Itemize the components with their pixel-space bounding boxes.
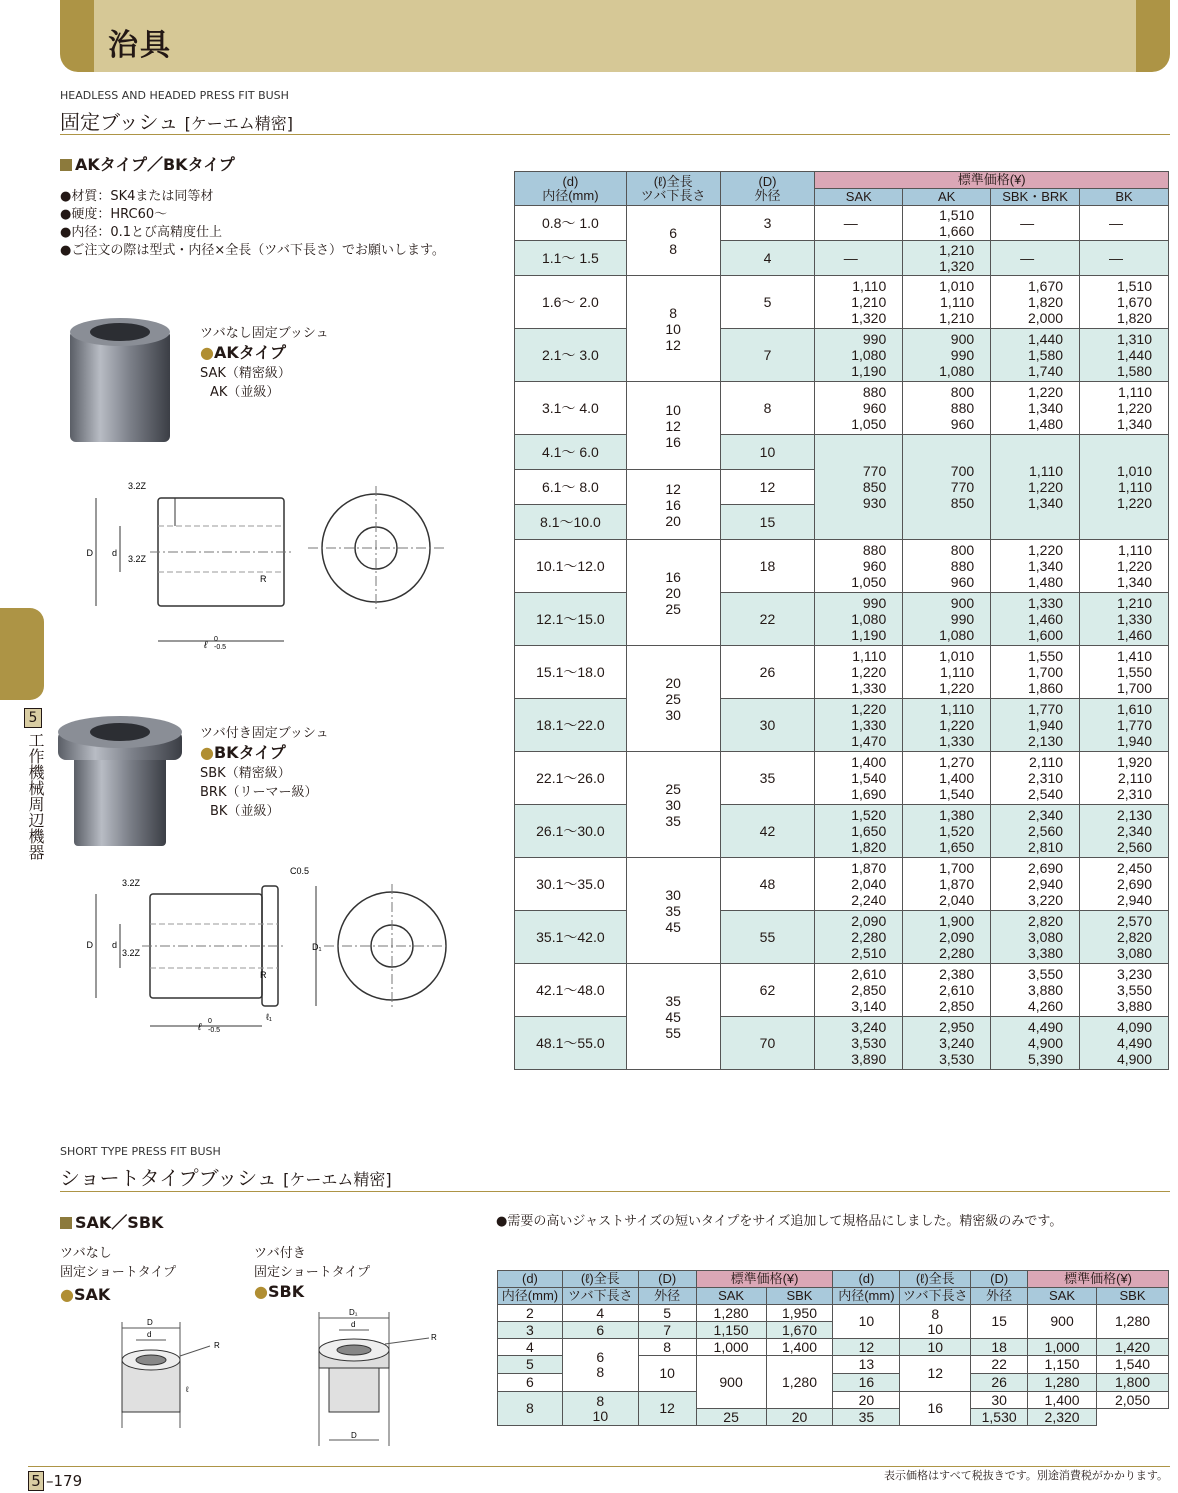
table-cell: 1,410 1,550 1,700 <box>1080 646 1169 699</box>
table-row <box>515 911 1169 964</box>
bk-bush-photo <box>56 712 184 850</box>
side-section-label: 工作機械周辺機器 <box>26 732 45 860</box>
table-cell: 1,900 2,090 2,280 <box>903 911 991 964</box>
table-cell: 8 <box>720 382 815 435</box>
svg-text:-0.5: -0.5 <box>214 644 227 651</box>
table-cell: 1,010 1,110 1,210 <box>903 276 991 329</box>
table-cell: 4.1～ 6.0 <box>515 435 627 470</box>
table-cell: 55 <box>720 911 815 964</box>
table-cell: — <box>815 241 903 276</box>
tax-note: 表示価格はすべて税抜きです。別途消費税がかかります。 <box>883 1469 1168 1482</box>
price-table-ak-bk <box>514 171 1169 1070</box>
table-cell: 4 <box>720 241 815 276</box>
page-number: 5 –179 <box>28 1471 82 1491</box>
svg-text:ℓ: ℓ <box>186 1385 189 1394</box>
table-cell: 26.1～30.0 <box>515 805 627 858</box>
section2-title: ショートタイプブッシュ [ケーエム精密] <box>60 1166 392 1190</box>
table-cell: 12 <box>720 470 815 505</box>
table-cell: 4,490 4,900 5,390 <box>991 1017 1080 1070</box>
table-cell: 2,690 2,940 3,220 <box>991 858 1080 911</box>
table-cell: 10 <box>720 435 815 470</box>
table-cell: 1.1～ 1.5 <box>515 241 627 276</box>
spec-list: ●材質：SK4または同等材 ●硬度：HRC60～ ●内径：0.1とび高精度仕上 ●ご注文の際は型式・内径×全長（ツバ下長さ）でお願いします。 <box>60 189 445 258</box>
table-cell: 3,230 3,550 3,880 <box>1080 964 1169 1017</box>
table-cell: 26 <box>720 646 815 699</box>
table-cell: 1,400 1,540 1,690 <box>815 752 903 805</box>
svg-text:ℓ: ℓ <box>198 1022 202 1033</box>
table-cell: 1,610 1,770 1,940 <box>1080 699 1169 752</box>
table-cell: 3,240 3,530 3,890 <box>815 1017 903 1070</box>
table-cell: 2,450 2,690 2,940 <box>1080 858 1169 911</box>
col-ak: AK <box>903 189 991 206</box>
col-header-l: (ℓ)全長 ツバ下長さ <box>626 172 720 206</box>
table-cell: 2,950 3,240 3,530 <box>903 1017 991 1070</box>
table-cell: 770 850 930 <box>815 435 903 540</box>
table-cell: 35.1～42.0 <box>515 911 627 964</box>
table-row <box>515 329 1169 382</box>
table-cell: 990 1,080 1,190 <box>815 329 903 382</box>
col-sbk-brk: SBK・BRK <box>991 189 1080 206</box>
table-cell: 1,110 1,220 1,340 <box>1080 540 1169 593</box>
svg-text:ℓ: ℓ <box>204 640 208 651</box>
table-cell: 48 <box>720 858 815 911</box>
table-cell: 900 990 1,080 <box>903 329 991 382</box>
table-cell: 880 960 1,050 <box>815 382 903 435</box>
table-cell: 35 45 55 <box>626 964 720 1070</box>
ak-technical-drawing <box>80 476 450 656</box>
svg-text:-0.5: -0.5 <box>208 1027 221 1034</box>
table-cell: 22 <box>720 593 815 646</box>
table-cell: 1,870 2,040 2,240 <box>815 858 903 911</box>
table-cell: 18.1～22.0 <box>515 699 627 752</box>
table-cell: 10.1～12.0 <box>515 540 627 593</box>
svg-text:3.2Z: 3.2Z <box>128 554 147 564</box>
table-cell: 1,520 1,650 1,820 <box>815 805 903 858</box>
table-cell: 18 <box>720 540 815 593</box>
table-cell: 3 <box>720 206 815 241</box>
table-cell: 1,010 1,110 1,220 <box>903 646 991 699</box>
svg-text:R: R <box>214 1341 220 1350</box>
table-cell: 6.1～ 8.0 <box>515 470 627 505</box>
table-cell: 1,220 1,340 1,480 <box>991 540 1080 593</box>
svg-text:D: D <box>351 1431 357 1440</box>
table-cell: 1,110 1,210 1,320 <box>815 276 903 329</box>
table-cell: 22.1～26.0 <box>515 752 627 805</box>
svg-text:D₁: D₁ <box>349 1308 358 1317</box>
table-cell: 1,220 1,330 1,470 <box>815 699 903 752</box>
table-cell: 1,110 1,220 1,330 <box>815 646 903 699</box>
table-cell: 1,700 1,870 2,040 <box>903 858 991 911</box>
price-table-short: (d) (ℓ)全長 (D) 標準価格(¥) (d) (ℓ)全長 (D) 標準価格(¥) 内径(mm) ツバ下長さ 外径 SAK SBK 内径(mm) ツバ下長さ 外径 SAK SBK 2 4 5 1,280 1,950 10 8 10 15 900 1,280 3 6 7 1,150 1,670 4 6 8 8 1,000 1,400 12 10 18 1,000 1,420 5 10 900 1,280 13 12 22 1,150 1,540 6 16 26 1,280 1,800 8 8 10 12 20 16 30 1,400 2,050 25 20 35 1,530 2,320 <box>497 1270 1169 1426</box>
table-cell: 42 <box>720 805 815 858</box>
table-cell: 1,330 1,460 1,600 <box>991 593 1080 646</box>
svg-text:D: D <box>86 940 93 950</box>
table-row <box>515 276 1169 329</box>
sak-caption: ツバなし 固定ショートタイプ ●SAK <box>60 1246 177 1304</box>
sbk-illustration <box>305 1304 445 1450</box>
table-row <box>515 241 1169 276</box>
table-cell: — <box>1080 206 1169 241</box>
svg-text:R: R <box>260 970 267 980</box>
bk-technical-drawing <box>80 860 450 1038</box>
table-cell: 10 12 16 <box>626 382 720 470</box>
header-banner <box>60 0 1170 72</box>
table-cell: 8 10 12 <box>626 276 720 382</box>
sak-illustration <box>110 1316 230 1436</box>
table-cell: 1,310 1,440 1,580 <box>1080 329 1169 382</box>
table-cell: 900 990 1,080 <box>903 593 991 646</box>
divider <box>60 134 1170 135</box>
table-cell: — <box>815 206 903 241</box>
table-cell: 0.8～ 1.0 <box>515 206 627 241</box>
table-cell: 62 <box>720 964 815 1017</box>
svg-text:d: d <box>111 940 117 950</box>
type-heading: AKタイプ／BKタイプ <box>60 152 235 175</box>
table-row <box>515 699 1169 752</box>
side-tab <box>0 608 44 700</box>
table-cell: 2,570 2,820 3,080 <box>1080 911 1169 964</box>
table-cell: 700 770 850 <box>903 435 991 540</box>
table-row <box>515 382 1169 435</box>
table-cell: 20 25 30 <box>626 646 720 752</box>
svg-text:0: 0 <box>214 636 218 643</box>
svg-text:0: 0 <box>208 1018 212 1025</box>
svg-text:D: D <box>86 548 93 558</box>
table-cell: 800 880 960 <box>903 382 991 435</box>
table-cell: 1,110 1,220 1,340 <box>991 435 1080 540</box>
table-cell: 42.1～48.0 <box>515 964 627 1017</box>
table-cell: 35 <box>720 752 815 805</box>
table-cell: 12 16 20 <box>626 470 720 540</box>
col-bk: BK <box>1080 189 1169 206</box>
table-cell: 3.1～ 4.0 <box>515 382 627 435</box>
table-cell: 2,380 2,610 2,850 <box>903 964 991 1017</box>
table-cell: 1,210 1,320 <box>903 241 991 276</box>
table-row <box>515 1017 1169 1070</box>
table-cell: 1,010 1,110 1,220 <box>1080 435 1169 540</box>
table-cell: 1.6～ 2.0 <box>515 276 627 329</box>
table-cell: 6 8 <box>626 206 720 276</box>
table-cell: 880 960 1,050 <box>815 540 903 593</box>
table-cell: 2,110 2,310 2,540 <box>991 752 1080 805</box>
table-cell: — <box>991 241 1080 276</box>
table-cell: 1,210 1,330 1,460 <box>1080 593 1169 646</box>
table-row <box>515 206 1169 241</box>
short-note: ●需要の高いジャストサイズの短いタイプをサイズ追加して規格品にしました。精密級のみです。 <box>496 1214 1063 1229</box>
ak-caption: ツバなし固定ブッシュ ●AKタイプ SAK（精密級） AK（並級） <box>200 326 329 400</box>
svg-text:R: R <box>260 574 267 584</box>
svg-text:D: D <box>147 1318 153 1327</box>
table-cell: 70 <box>720 1017 815 1070</box>
col-sak: SAK <box>815 189 903 206</box>
table-cell: 4,090 4,490 4,900 <box>1080 1017 1169 1070</box>
table-row <box>515 435 1169 470</box>
table-cell: 30.1～35.0 <box>515 858 627 911</box>
table-cell: 15.1～18.0 <box>515 646 627 699</box>
table-cell: 2,130 2,340 2,560 <box>1080 805 1169 858</box>
table-cell: 800 880 960 <box>903 540 991 593</box>
col-header-d: (d) 内径(mm) <box>515 172 627 206</box>
svg-text:d: d <box>351 1320 356 1329</box>
table-cell: 2,340 2,560 2,810 <box>991 805 1080 858</box>
table-cell: 8.1～10.0 <box>515 505 627 540</box>
table-row <box>515 858 1169 911</box>
table-cell: 7 <box>720 329 815 382</box>
ak-bush-photo <box>62 312 180 452</box>
section-en-title: HEADLESS AND HEADED PRESS FIT BUSH <box>60 89 289 102</box>
page-title: 治具 <box>108 28 172 63</box>
table-cell: 12.1～15.0 <box>515 593 627 646</box>
table-cell: 30 <box>720 699 815 752</box>
table-cell: 1,270 1,400 1,540 <box>903 752 991 805</box>
table-cell: 2.1～ 3.0 <box>515 329 627 382</box>
divider2 <box>60 1191 1170 1192</box>
table-cell: 25 30 35 <box>626 752 720 858</box>
side-section-number: 5 <box>24 708 42 728</box>
table-row <box>515 540 1169 593</box>
table-cell: 16 20 25 <box>626 540 720 646</box>
svg-text:R: R <box>431 1333 437 1342</box>
table-cell: 2,610 2,850 3,140 <box>815 964 903 1017</box>
col-header-price: 標準価格(¥) <box>815 172 1169 189</box>
svg-text:ℓ₁: ℓ₁ <box>266 1012 272 1022</box>
table-row <box>515 805 1169 858</box>
svg-text:d: d <box>111 548 117 558</box>
table-cell: 2,820 3,080 3,380 <box>991 911 1080 964</box>
svg-text:3.2Z: 3.2Z <box>122 878 141 888</box>
bk-caption: ツバ付き固定ブッシュ ●BKタイプ SBK（精密級） BRK（リーマー級） BK（並級） <box>200 726 329 819</box>
svg-text:3.2Z: 3.2Z <box>128 481 147 491</box>
table-cell: 1,220 1,340 1,480 <box>991 382 1080 435</box>
table-cell: 48.1～55.0 <box>515 1017 627 1070</box>
table-cell: 1,550 1,700 1,860 <box>991 646 1080 699</box>
table-cell: 1,110 1,220 1,330 <box>903 699 991 752</box>
table-cell: 3,550 3,880 4,260 <box>991 964 1080 1017</box>
section2-en-title: SHORT TYPE PRESS FIT BUSH <box>60 1145 221 1158</box>
svg-text:d: d <box>147 1330 152 1339</box>
type-heading-2: SAK／SBK <box>60 1210 163 1233</box>
table-row <box>515 646 1169 699</box>
table-cell: 1,110 1,220 1,340 <box>1080 382 1169 435</box>
table-cell: 1,380 1,520 1,650 <box>903 805 991 858</box>
table-cell: 1,440 1,580 1,740 <box>991 329 1080 382</box>
table-cell: 990 1,080 1,190 <box>815 593 903 646</box>
svg-text:3.2Z: 3.2Z <box>122 948 141 958</box>
table-cell: 1,920 2,110 2,310 <box>1080 752 1169 805</box>
table-cell: 1,770 1,940 2,130 <box>991 699 1080 752</box>
table-cell: 1,510 1,660 <box>903 206 991 241</box>
table-cell: 5 <box>720 276 815 329</box>
table-cell: — <box>1080 241 1169 276</box>
table-cell: 1,670 1,820 2,000 <box>991 276 1080 329</box>
sbk-caption: ツバ付き 固定ショートタイプ ●SBK <box>254 1246 371 1301</box>
table-cell: 30 35 45 <box>626 858 720 964</box>
svg-text:C0.5: C0.5 <box>290 866 310 876</box>
svg-text:D₁: D₁ <box>312 942 322 952</box>
table-row <box>515 593 1169 646</box>
col-header-D: (D) 外径 <box>720 172 815 206</box>
table-row <box>515 964 1169 1017</box>
table-row <box>515 752 1169 805</box>
table-cell: 15 <box>720 505 815 540</box>
table-cell: 2,090 2,280 2,510 <box>815 911 903 964</box>
section-title: 固定ブッシュ [ケーエム精密] <box>60 110 294 134</box>
table-cell: 1,510 1,670 1,820 <box>1080 276 1169 329</box>
table-cell: — <box>991 206 1080 241</box>
